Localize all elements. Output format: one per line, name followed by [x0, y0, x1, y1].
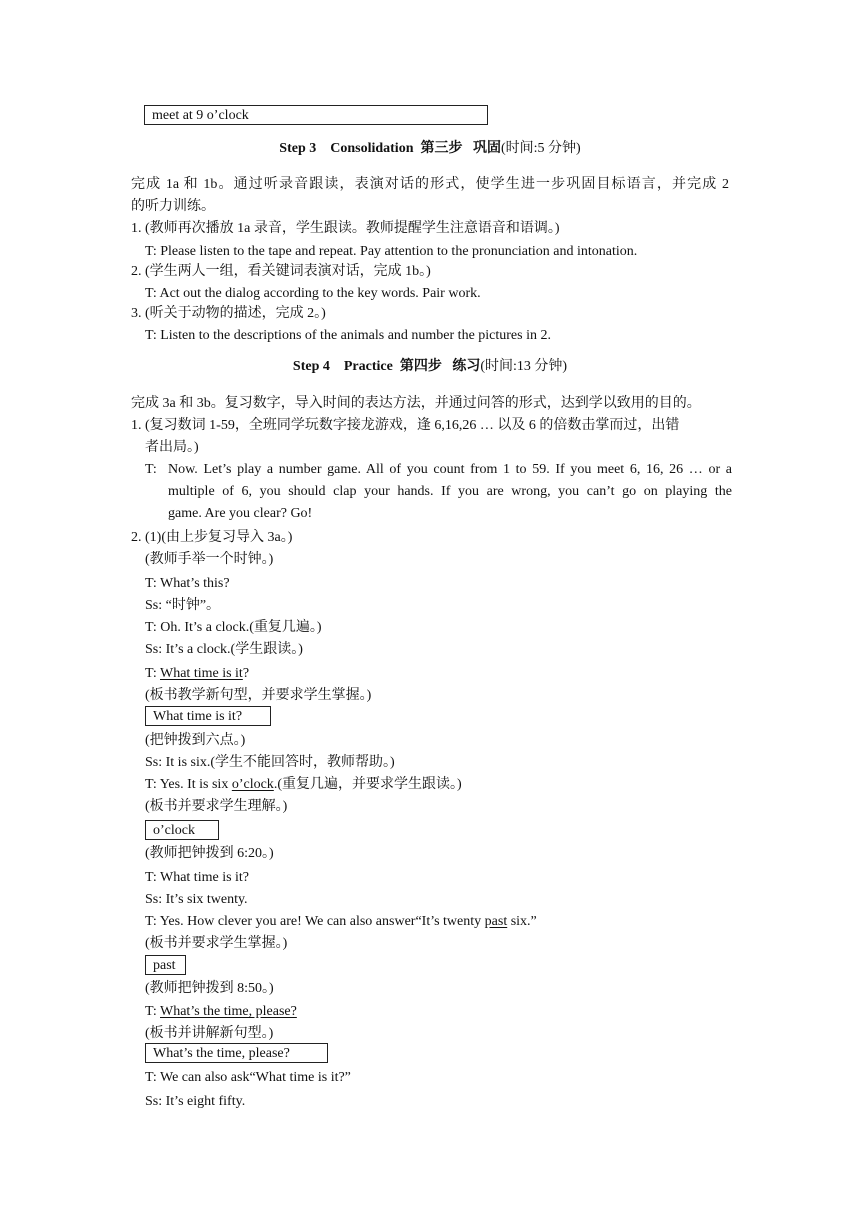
- item2-line10: T: Yes. It is six o’clock.(重复几遍，并要求学生跟读。): [145, 777, 462, 792]
- item2-line17: (教师把钟拨到 8:50。): [145, 981, 274, 996]
- step4-cn2: 练习: [452, 359, 481, 374]
- step4-item2-head: 2. (1)(由上步复习导入 3a。): [131, 530, 293, 545]
- step4-item1-line1: 1. (复习数词 1-59，全班同学玩数字接龙游戏，逢 6,16,26 … 以及 6 的倍数击掌而过，出错: [131, 418, 680, 433]
- item2-line21: Ss: It’s eight fifty.: [145, 1094, 246, 1109]
- step3-cn2: 巩固: [472, 141, 501, 156]
- step4-label: Step 4: [292, 359, 330, 374]
- item2-line7: (板书教学新句型，并要求学生掌握。): [145, 688, 372, 703]
- blackboard-box-oclock: o’clock: [145, 820, 219, 840]
- blackboard-box-whats-the-time: What’s the time, please?: [145, 1043, 328, 1063]
- item1-teacher-line2: multiple of 6, you should clap your hands. If you are wrong, you can’t go on playing the: [168, 484, 732, 499]
- item2-line8: (把钟拨到六点。): [145, 733, 246, 748]
- blackboard-box-what-time: What time is it?: [145, 706, 271, 726]
- item2-line6: T: What time is it?: [145, 666, 250, 681]
- step3-item2: 2. (学生两人一组，看关键词表演对话，完成 1b。): [131, 264, 431, 279]
- blackboard-box-past: past: [145, 955, 186, 975]
- step3-item3-teacher: T: Listen to the descriptions of the animals and number the pictures in 2.: [145, 328, 551, 343]
- step3-item3: 3. (听关于动物的描述，完成 2。): [131, 306, 326, 321]
- item2-line11: (板书并要求学生理解。): [145, 799, 288, 814]
- step4-cn: 第四步: [399, 359, 442, 374]
- step3-item2-teacher: T: Act out the dialog according to the key words. Pair work.: [145, 286, 481, 301]
- step4-item1-line2: 者出局。): [145, 440, 199, 455]
- step4-time: (时间:13 分钟): [480, 359, 568, 374]
- item2-line4: T: Oh. It’s a clock.(重复几遍。): [145, 620, 322, 635]
- item2-line19: (板书并讲解新句型。): [145, 1026, 274, 1041]
- step4-intro: 完成 3a 和 3b。复习数字，导入时间的表达方法，并通过问答的形式，达到学以致用的目的。: [131, 396, 701, 411]
- item1-teacher-line1: Now. Let’s play a number game. All of you count from 1 to 59. If you meet 6, 16, 26 … or a: [168, 462, 732, 477]
- step3-name: Consolidation: [330, 141, 414, 156]
- item2-line1: (教师手举一个时钟。): [145, 552, 274, 567]
- item2-line9: Ss: It is six.(学生不能回答时，教师帮助。): [145, 755, 395, 770]
- step3-intro-line1: 完成 1a 和 1b。通过听录音跟读，表演对话的形式，使学生进一步巩固目标语言，并完成 2: [131, 177, 729, 192]
- item2-line14: Ss: It’s six twenty.: [145, 892, 248, 907]
- item2-line18: T: What’s the time, please?: [145, 1004, 297, 1019]
- step4-name: Practice: [343, 359, 393, 374]
- step3-intro-line2: 的听力训练。: [131, 199, 215, 214]
- step3-time: (时间:5 分钟): [500, 141, 581, 156]
- blackboard-box-meet: meet at 9 o’clock: [144, 105, 488, 125]
- item2-line12: (教师把钟拨到 6:20。): [145, 846, 274, 861]
- step3-cn: 第三步: [420, 141, 463, 156]
- item2-line5: Ss: It’s a clock.(学生跟读。): [145, 642, 303, 657]
- step3-heading: [0, 140, 860, 158]
- item2-line2: T: What’s this?: [145, 576, 230, 591]
- step3-item1-teacher: T: Please listen to the tape and repeat. Pay attention to the pronunciation and intonation.: [145, 244, 638, 259]
- item2-line20: T: We can also ask“What time is it?”: [145, 1070, 351, 1085]
- item1-teacher-line3: game. Are you clear? Go!: [168, 506, 313, 521]
- item2-line13: T: What time is it?: [145, 870, 250, 885]
- item2-line3: Ss: “时钟”。: [145, 598, 221, 613]
- step3-label: Step 3: [279, 141, 317, 156]
- item1-teacher-label: T:: [145, 462, 157, 477]
- step4-heading: [0, 358, 860, 376]
- item2-line16: (板书并要求学生掌握。): [145, 936, 288, 951]
- item2-line15: T: Yes. How clever you are! We can also answer“It’s twenty past six.”: [145, 914, 537, 929]
- step3-item1: 1. (教师再次播放 1a 录音，学生跟读。教师提醒学生注意语音和语调。): [131, 221, 560, 236]
